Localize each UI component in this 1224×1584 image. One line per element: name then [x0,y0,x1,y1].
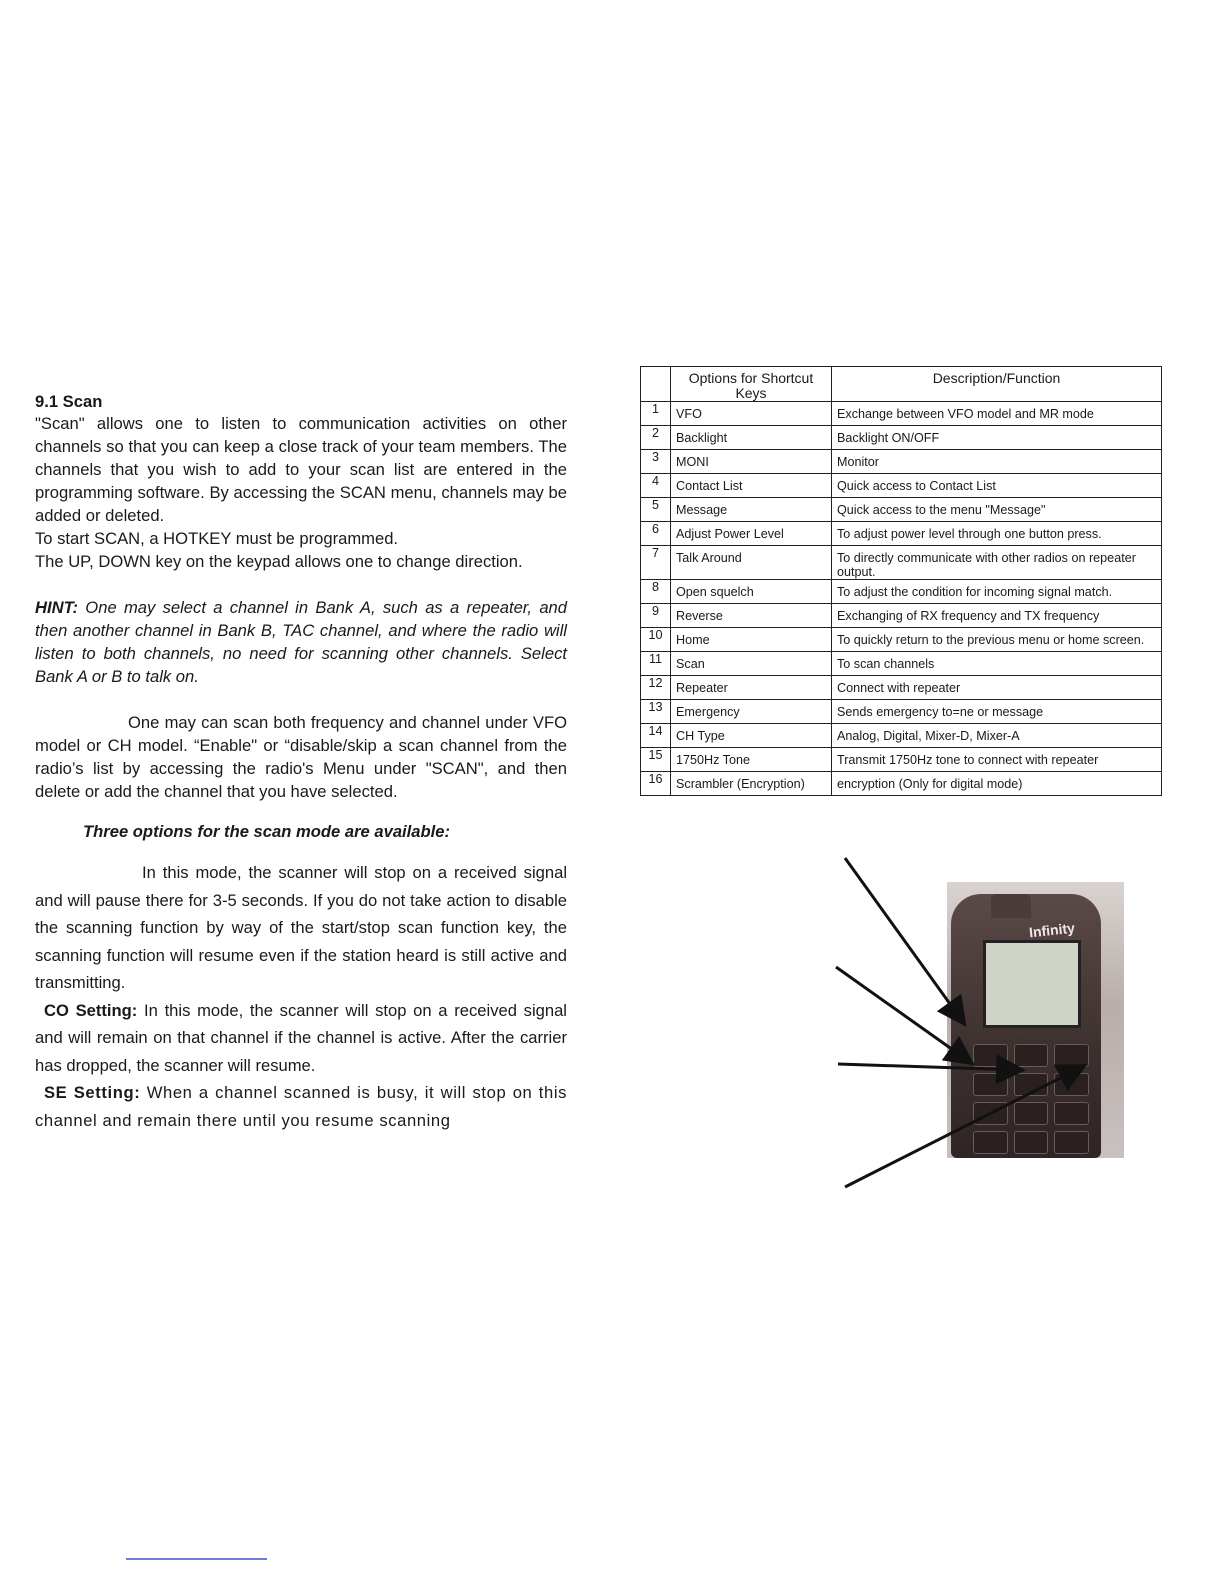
row-number: 12 [641,676,671,700]
arrow-side-key-bottom [836,967,970,1062]
row-number: 14 [641,724,671,748]
co-text: In this mode, the scanner will stop on a received signal and will remain on that channel if the channel is active. After the carrier has dropped, the scanner will resume. [35,1000,567,1075]
table-row [641,772,1162,796]
row-description: Analog, Digital, Mixer-D, Mixer-A [832,724,1162,748]
row-option: Reverse [671,604,832,628]
table-row [641,474,1162,498]
scan-modes [35,859,567,1134]
row-option: Contact List [671,474,832,498]
scan-section [35,392,567,1134]
row-number: 9 [641,604,671,628]
radio-figure [830,850,1130,1195]
row-option: Talk Around [671,546,832,580]
table-row [641,628,1162,652]
row-description: To quickly return to the previous menu or home screen. [832,628,1162,652]
row-description: Quick access to the menu "Message" [832,498,1162,522]
pointer-arrows [830,850,1130,1195]
row-number: 13 [641,700,671,724]
section-heading: 9.1 Scan [35,392,103,411]
co-label: CO Setting: [44,1000,138,1020]
row-description: Quick access to Contact List [832,474,1162,498]
row-description: To adjust the condition for incoming signal match. [832,580,1162,604]
row-option: Backlight [671,426,832,450]
radio-logo: Infinity [1028,919,1076,941]
options-title: Three options for the scan mode are available: [83,821,451,841]
table-row [641,402,1162,426]
table-row [641,676,1162,700]
direction-note: The UP, DOWN key on the keypad allows one to change direction. [35,552,523,571]
row-number: 16 [641,772,671,796]
arrow-side-key-top [845,858,963,1022]
row-description: Sends emergency to=ne or message [832,700,1162,724]
row-option: VFO [671,402,832,426]
row-description: Monitor [832,450,1162,474]
row-option: Message [671,498,832,522]
table-row [641,724,1162,748]
row-option: Emergency [671,700,832,724]
row-option: 1750Hz Tone [671,748,832,772]
se-label: SE Setting: [44,1083,141,1103]
row-option: Home [671,628,832,652]
table-row [641,450,1162,474]
table-row [641,748,1162,772]
table-row [641,604,1162,628]
row-number: 4 [641,474,671,498]
header-desc: Description/Function [832,367,1162,402]
shortcut-table-wrap [640,366,1161,796]
row-number: 7 [641,546,671,580]
row-number: 11 [641,652,671,676]
table-row [641,522,1162,546]
row-description: To directly communicate with other radios on repeater output. [832,546,1162,580]
footer-link-underline [126,1558,267,1560]
shortcut-table [640,366,1162,796]
table-header-row [641,367,1162,402]
table-row [641,652,1162,676]
row-number: 2 [641,426,671,450]
hotkey-note: To start SCAN, a HOTKEY must be programmed. [35,529,399,548]
row-description: Exchange between VFO model and MR mode [832,402,1162,426]
scan-intro: "Scan" allows one to listen to communication activities on other channels so that you can keep a close track of your team members. The channels that you wish to add to your scan list are entered in the programming software. By accessing the SCAN menu, channels may be added or deleted. [35,414,567,525]
table-row [641,498,1162,522]
row-description: encryption (Only for digital mode) [832,772,1162,796]
row-option: MONI [671,450,832,474]
row-number: 5 [641,498,671,522]
row-description: To scan channels [832,652,1162,676]
row-option: Scrambler (Encryption) [671,772,832,796]
table-row [641,580,1162,604]
row-number: 8 [641,580,671,604]
table-body [641,402,1162,796]
header-options: Options for Shortcut Keys [671,367,832,402]
row-description: Transmit 1750Hz tone to connect with repeater [832,748,1162,772]
row-option: Adjust Power Level [671,522,832,546]
row-number: 10 [641,628,671,652]
hint-text: One may select a channel in Bank A, such as a repeater, and then another channel in Bank B, TAC channel, and where the radio will listen to both channels, no need for scanning other channels. Select Bank A or B to talk on. [35,598,567,686]
table-row [641,546,1162,580]
hint-paragraph [35,596,567,688]
co-mode [35,997,567,1080]
row-description: To adjust power level through one button press. [832,522,1162,546]
row-option: Open squelch [671,580,832,604]
row-number: 1 [641,402,671,426]
table-row [641,700,1162,724]
hint-label: HINT: [35,598,79,617]
table-row [641,426,1162,450]
se-mode [35,1079,567,1134]
arrow-right-softkey [845,1067,1082,1187]
row-number: 15 [641,748,671,772]
se-text: When a channel scanned is busy, it will stop on this channel and remain there until you resume scanning [35,1083,567,1130]
row-option: Repeater [671,676,832,700]
row-description: Connect with repeater [832,676,1162,700]
row-description: Exchanging of RX frequency and TX frequency [832,604,1162,628]
vfo-paragraph: One may can scan both frequency and channel under VFO model or CH model. “Enable" or “disable/skip a scan channel from the radio’s list by accessing the radio's Menu under "SCAN", and then delete or add the channel that you have selected. [35,713,567,801]
row-option: Scan [671,652,832,676]
row-description: Backlight ON/OFF [832,426,1162,450]
row-number: 3 [641,450,671,474]
arrow-left-softkey [838,1064,1020,1070]
row-number: 6 [641,522,671,546]
row-option: CH Type [671,724,832,748]
header-num [641,367,671,402]
to-mode-text: In this mode, the scanner will stop on a received signal and will pause there for 3-5 seconds. If you do not take action to disable the scanning function by way of the start/stop scan function key, the scanning function will resume even if the station heard is still active and transmitting. [35,863,567,993]
